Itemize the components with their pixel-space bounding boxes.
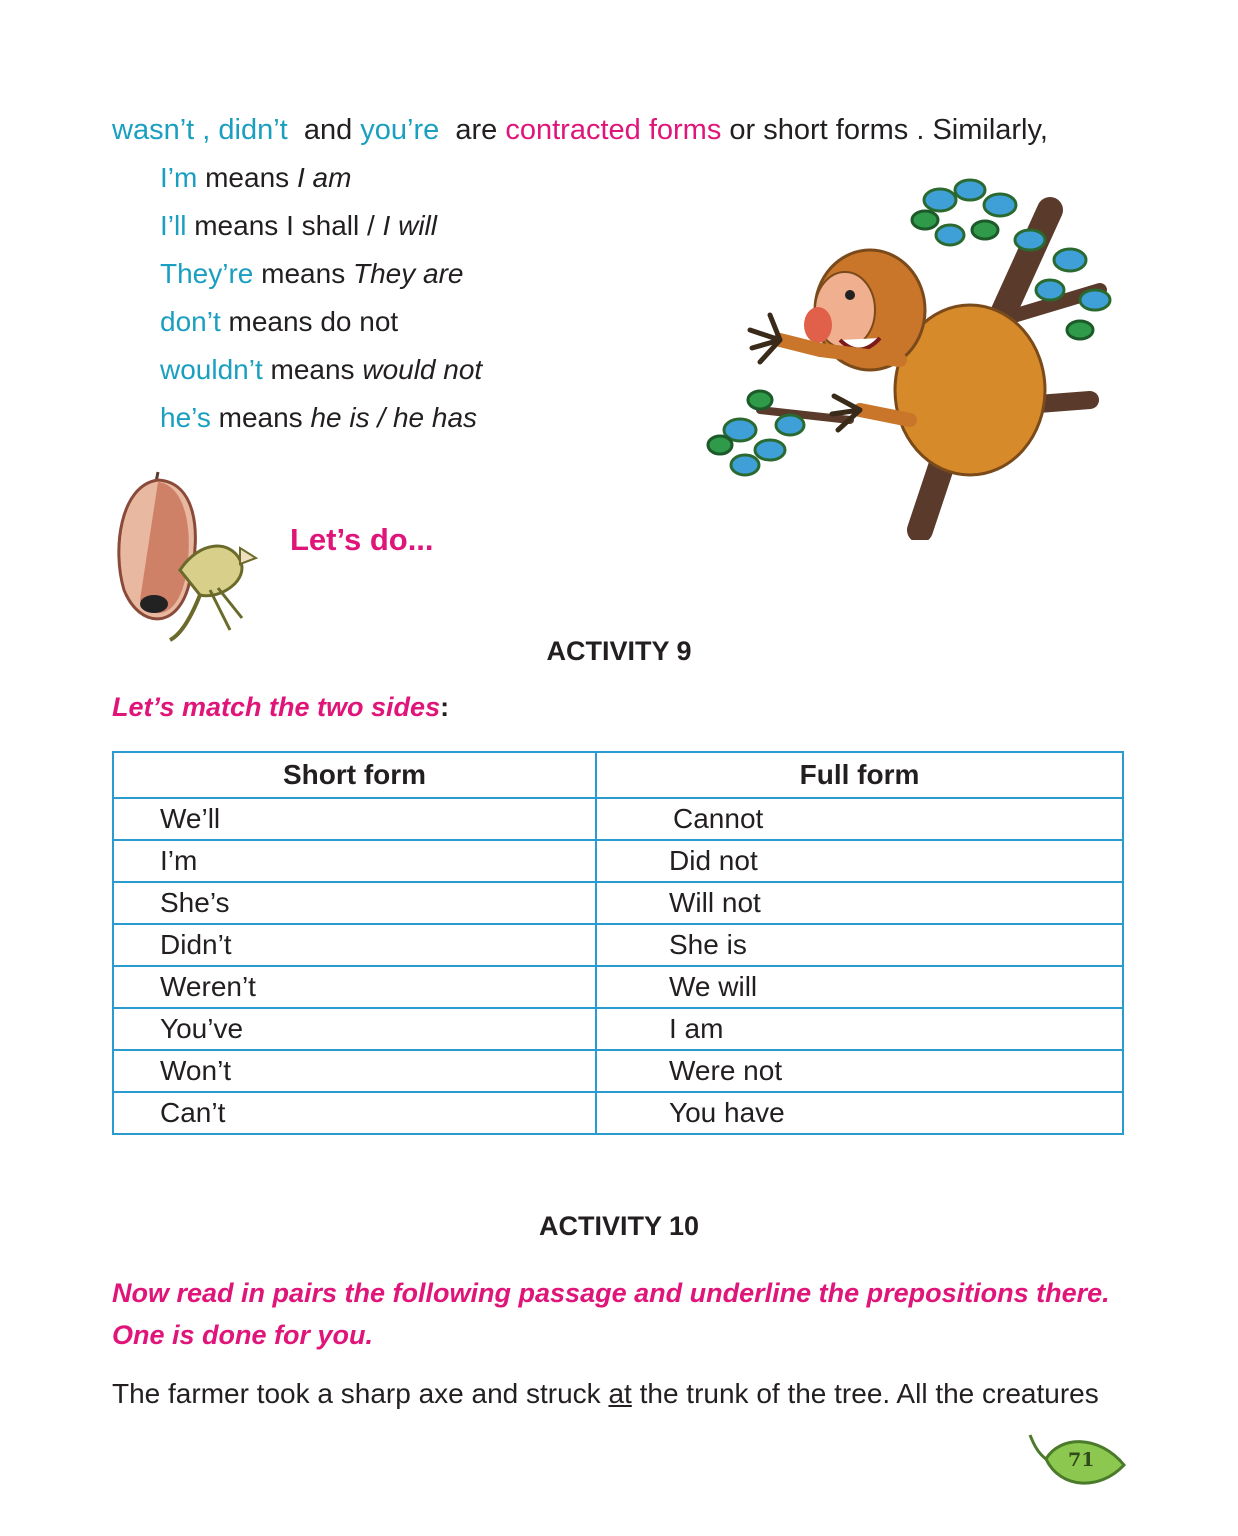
- short-form-cell: You’ve: [113, 1008, 596, 1050]
- contraction-short: I’m: [160, 162, 198, 193]
- example-wasnt: wasn’t: [112, 114, 195, 146]
- contraction-short: I’ll: [160, 210, 187, 241]
- activity-9-title: ACTIVITY 9: [546, 636, 692, 666]
- table-row: [113, 798, 1123, 840]
- header-full-form: Full form: [596, 752, 1123, 798]
- table-row: [113, 1050, 1123, 1092]
- passage-before: The farmer took a sharp axe and struck: [112, 1378, 609, 1409]
- contraction-italic: I am: [296, 162, 352, 193]
- contraction-item: [160, 350, 482, 398]
- contraction-plain: I shall /: [286, 210, 383, 241]
- full-form-cell: Did not: [596, 840, 1123, 882]
- full-form-cell: She is: [596, 924, 1123, 966]
- monkey-in-tree-illustration: [700, 160, 1140, 540]
- contraction-italic: They are: [352, 258, 464, 289]
- table-row: [113, 840, 1123, 882]
- header-short-form: Short form: [113, 752, 596, 798]
- contraction-italic: he is / he has: [310, 402, 478, 433]
- activity-10-title: ACTIVITY 10: [538, 1211, 700, 1241]
- contraction-short: don’t: [160, 306, 221, 337]
- table-row: [113, 882, 1123, 924]
- contraction-list: [160, 158, 482, 446]
- lets-do-heading: Let’s do...: [290, 522, 434, 557]
- separator: ,: [194, 114, 219, 146]
- instruction-line-2: One is done for you.: [112, 1320, 374, 1350]
- table-row: [113, 966, 1123, 1008]
- intro-line: [112, 110, 1152, 150]
- contraction-short: he’s: [160, 402, 211, 433]
- instruction-line-1: Now read in pairs the following passage and underline the prepositions there.: [112, 1278, 1110, 1308]
- match-table: [112, 751, 1124, 1135]
- full-form-cell: Will not: [596, 882, 1123, 924]
- activity-10-instruction: [112, 1272, 1142, 1356]
- contraction-means: means: [186, 210, 287, 241]
- table-row: [113, 1008, 1123, 1050]
- short-form-cell: I’m: [113, 840, 596, 882]
- underlined-preposition: at: [608, 1378, 632, 1409]
- contraction-item: [160, 254, 482, 302]
- contraction-means: means: [197, 162, 297, 193]
- bird-with-nut-illustration: [110, 470, 270, 650]
- contraction-italic: I will: [382, 210, 437, 241]
- contraction-item: [160, 302, 482, 350]
- short-form-cell: Didn’t: [113, 924, 596, 966]
- page-number: 71: [1068, 1449, 1095, 1471]
- term-contracted-forms: contracted forms: [505, 114, 722, 146]
- passage-after: the trunk of the tree. All the creatures: [631, 1378, 1099, 1409]
- contraction-italic: would not: [362, 354, 483, 385]
- contraction-means: means: [220, 306, 321, 337]
- full-form-cell: Were not: [596, 1050, 1123, 1092]
- passage-text: [112, 1378, 1142, 1410]
- intro-text-are: are: [439, 114, 506, 146]
- table-row: [113, 924, 1123, 966]
- instruction-colon: :: [440, 692, 450, 722]
- full-form-cell: I am: [596, 1008, 1123, 1050]
- contraction-item: [160, 206, 482, 254]
- short-form-cell: She’s: [113, 882, 596, 924]
- contraction-means: means: [210, 402, 311, 433]
- example-didnt: didn’t: [218, 114, 288, 146]
- activity-9-instruction: [112, 686, 1142, 728]
- contraction-short: wouldn’t: [160, 354, 263, 385]
- contraction-means: means: [262, 354, 363, 385]
- full-form-cell: Cannot: [596, 798, 1123, 840]
- page-number-badge: [1020, 1425, 1132, 1495]
- contraction-means: means: [253, 258, 353, 289]
- contraction-plain: do not: [320, 306, 399, 337]
- intro-text-and: and: [287, 114, 361, 146]
- contraction-item: [160, 158, 482, 206]
- intro-text-rest: or short forms . Similarly,: [721, 114, 1048, 146]
- full-form-cell: We will: [596, 966, 1123, 1008]
- short-form-cell: We’ll: [113, 798, 596, 840]
- table-header-row: [113, 752, 1123, 798]
- example-youre: you’re: [360, 114, 440, 146]
- instruction-text: Let’s match the two sides: [112, 692, 441, 722]
- table-row: [113, 1092, 1123, 1134]
- contraction-short: They’re: [160, 258, 254, 289]
- contraction-item: [160, 398, 482, 446]
- short-form-cell: Weren’t: [113, 966, 596, 1008]
- short-form-cell: Won’t: [113, 1050, 596, 1092]
- short-form-cell: Can’t: [113, 1092, 596, 1134]
- full-form-cell: You have: [596, 1092, 1123, 1134]
